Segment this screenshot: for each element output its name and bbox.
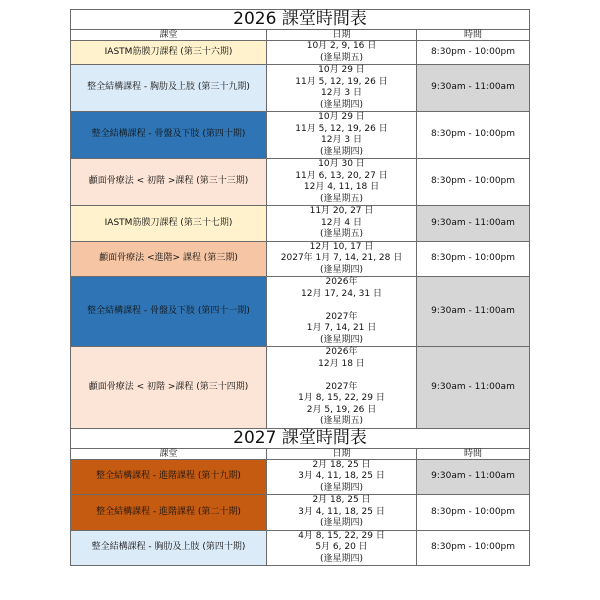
section-title: 2027 課堂時間表 bbox=[71, 428, 530, 448]
date-line: 12月 3 日 bbox=[321, 88, 362, 98]
date-line: 2027年 bbox=[325, 311, 358, 322]
date-line: 2026年 bbox=[325, 347, 358, 357]
date-gap bbox=[267, 300, 416, 312]
header-course: 課堂 bbox=[71, 30, 267, 41]
schedule-row bbox=[71, 530, 530, 566]
date-line: 2月 5, 19, 26 日 bbox=[306, 404, 377, 415]
schedule-row bbox=[71, 206, 530, 242]
course-time: 8:30pm - 10:00pm bbox=[417, 530, 530, 566]
date-line: 12月 17, 24, 31 日 bbox=[301, 288, 382, 299]
course-dates bbox=[267, 41, 417, 65]
course-name: 顱面骨療法 < 初階 >課程 (第三十三期) bbox=[71, 159, 267, 206]
date-line: (逢星期五) bbox=[319, 416, 364, 426]
date-line: 12月 10, 17 日 bbox=[309, 241, 374, 252]
course-time: 9:30am - 11:00am bbox=[417, 459, 530, 495]
date-line: (逢星期四) bbox=[319, 99, 364, 110]
header-time: 時間 bbox=[417, 448, 530, 459]
date-line: (逢星期五) bbox=[319, 229, 364, 239]
course-name: 整全結構課程 - 骨盤及下肢 (第四十期) bbox=[71, 112, 267, 159]
course-time: 8:30pm - 10:00pm bbox=[417, 159, 530, 206]
course-name: IASTM筋膜刀課程 (第三十七期) bbox=[71, 206, 267, 242]
date-line: 12月 4, 11, 18 日 bbox=[303, 182, 380, 192]
date-line: 5月 6, 20 日 bbox=[315, 542, 368, 552]
date-line: (逢星期四) bbox=[319, 146, 364, 157]
date-gap bbox=[267, 370, 416, 382]
course-time: 8:30pm - 10:00pm bbox=[417, 495, 530, 531]
schedule-row bbox=[71, 159, 530, 206]
date-line: 11月 5, 12, 19, 26 日 bbox=[295, 123, 388, 134]
course-dates bbox=[267, 277, 417, 347]
date-line: (逢星期五) bbox=[319, 52, 364, 63]
course-time: 8:30pm - 10:00pm bbox=[417, 41, 530, 65]
course-time: 8:30pm - 10:00pm bbox=[417, 241, 530, 277]
date-line: 1月 7, 14, 21 日 bbox=[306, 323, 377, 333]
schedule-row bbox=[71, 65, 530, 112]
course-time: 9:30am - 11:00am bbox=[417, 347, 530, 429]
course-dates bbox=[267, 65, 417, 112]
date-line: 2027年 bbox=[325, 381, 358, 392]
course-name: 整全結構課程 - 胸肋及上肢 (第四十期) bbox=[71, 530, 267, 566]
header-row bbox=[71, 30, 530, 41]
date-line: (逢星期四) bbox=[319, 518, 364, 528]
schedule-table bbox=[70, 9, 530, 566]
course-name: 整全結構課程 - 進階課程 (第二十期) bbox=[71, 495, 267, 531]
date-line: 11月 5, 12, 19, 26 日 bbox=[295, 76, 388, 87]
date-line: 2027年 1月 7, 14, 21, 28 日 bbox=[280, 253, 403, 263]
section-title: 2026 課堂時間表 bbox=[71, 10, 530, 30]
date-line: 11月 20, 27 日 bbox=[309, 206, 374, 216]
course-time: 9:30am - 11:00am bbox=[417, 277, 530, 347]
date-line: 1月 8, 15, 22, 29 日 bbox=[298, 393, 385, 403]
date-line: 12月 3 日 bbox=[321, 135, 362, 145]
course-dates bbox=[267, 347, 417, 429]
date-line: 3月 4, 11, 18, 25 日 bbox=[298, 506, 385, 517]
course-name: 整全結構課程 - 進階課程 (第十九期) bbox=[71, 459, 267, 495]
course-time: 9:30am - 11:00am bbox=[417, 65, 530, 112]
schedule-row bbox=[71, 277, 530, 347]
date-line: 2月 18, 25 日 bbox=[312, 495, 371, 505]
header-time: 時間 bbox=[417, 30, 530, 41]
date-line: (逢星期四) bbox=[319, 553, 364, 564]
course-time: 8:30pm - 10:00pm bbox=[417, 112, 530, 159]
date-line: (逢星期五) bbox=[319, 193, 364, 204]
course-name: 顱面骨療法 < 初階 >課程 (第三十四期) bbox=[71, 347, 267, 429]
date-line: 10月 2, 9, 16 日 bbox=[306, 41, 377, 51]
schedule-row bbox=[71, 459, 530, 495]
course-name: 顱面骨療法 <進階> 課程 (第三期) bbox=[71, 241, 267, 277]
course-dates bbox=[267, 206, 417, 242]
schedule-row bbox=[71, 112, 530, 159]
course-name: 整全結構課程 - 胸肋及上肢 (第三十九期) bbox=[71, 65, 267, 112]
section-title-row bbox=[71, 428, 530, 448]
course-dates bbox=[267, 241, 417, 277]
date-line: (逢星期四) bbox=[319, 264, 364, 275]
course-name: 整全結構課程 - 骨盤及下肢 (第四十一期) bbox=[71, 277, 267, 347]
course-dates bbox=[267, 459, 417, 495]
course-dates bbox=[267, 495, 417, 531]
course-dates bbox=[267, 112, 417, 159]
course-dates bbox=[267, 530, 417, 566]
schedule-row bbox=[71, 495, 530, 531]
schedule-row bbox=[71, 241, 530, 277]
date-line: 4月 8, 15, 22, 29 日 bbox=[298, 530, 385, 541]
header-course: 課堂 bbox=[71, 448, 267, 459]
header-row bbox=[71, 448, 530, 459]
date-line: 11月 6, 13, 20, 27 日 bbox=[295, 170, 388, 181]
header-date: 日期 bbox=[267, 30, 417, 41]
date-line: 3月 4, 11, 18, 25 日 bbox=[298, 471, 385, 481]
header-date: 日期 bbox=[267, 448, 417, 459]
date-line: (逢星期四) bbox=[319, 334, 364, 345]
schedule-row bbox=[71, 347, 530, 429]
date-line: (逢星期四) bbox=[319, 482, 364, 493]
date-line: 10月 29 日 bbox=[318, 112, 365, 122]
course-name: IASTM筋膜刀課程 (第三十六期) bbox=[71, 41, 267, 65]
date-line: 10月 30 日 bbox=[318, 159, 365, 169]
date-line: 10月 29 日 bbox=[318, 65, 365, 75]
course-time: 9:30am - 11:00am bbox=[417, 206, 530, 242]
schedule-row bbox=[71, 41, 530, 65]
date-line: 12月 4 日 bbox=[321, 217, 362, 228]
date-line: 12月 18 日 bbox=[318, 358, 365, 369]
course-dates bbox=[267, 159, 417, 206]
section-title-row bbox=[71, 10, 530, 30]
date-line: 2月 18, 25 日 bbox=[312, 459, 371, 470]
date-line: 2026年 bbox=[325, 277, 358, 287]
